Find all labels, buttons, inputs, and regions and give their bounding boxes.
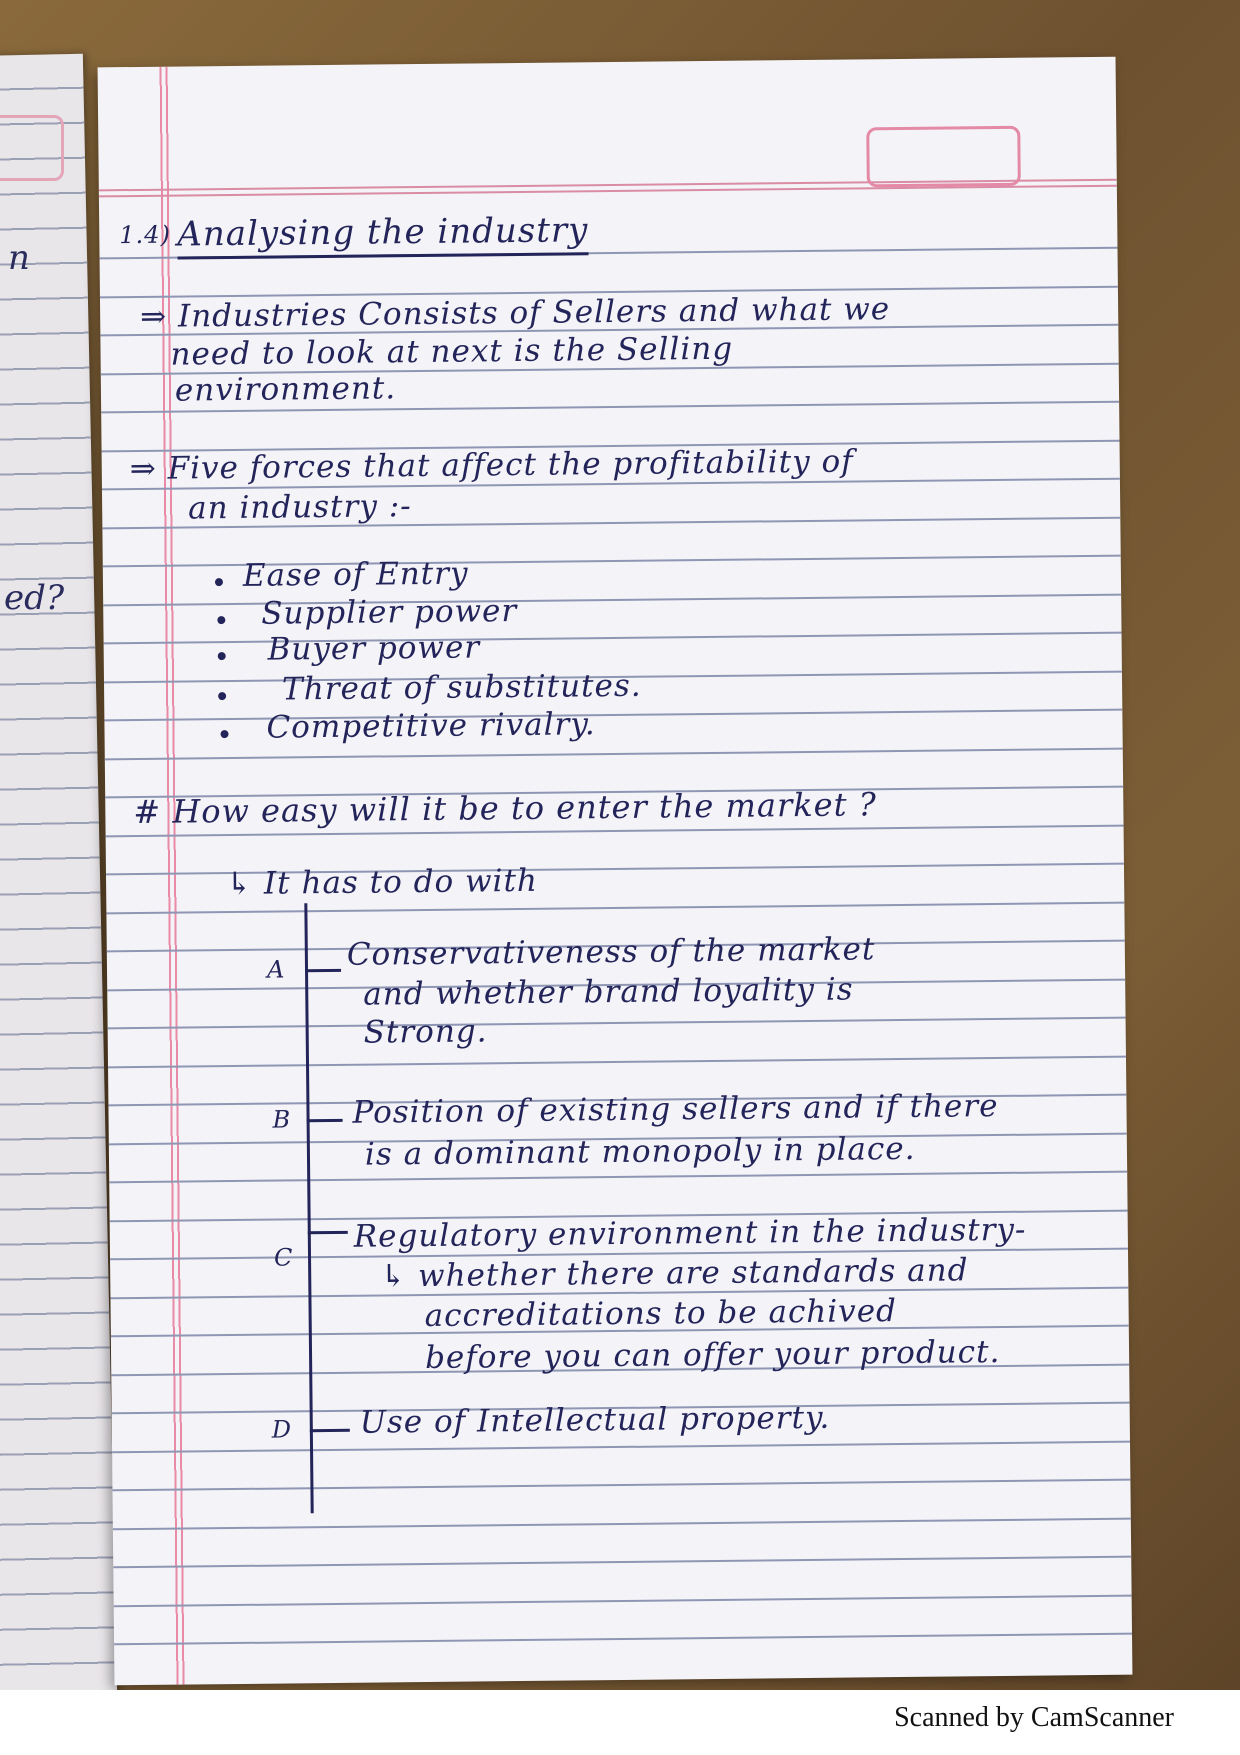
point-letter: A xyxy=(266,955,286,984)
lead-line: ↳ It has to do with xyxy=(225,862,539,903)
ruled-line xyxy=(112,1440,1130,1453)
point-line: Use of Intellectual property. xyxy=(359,1399,831,1441)
bracket-arrow xyxy=(310,1429,350,1432)
question: # How easy will it be to enter the market ? xyxy=(133,785,877,832)
previous-page-date-box xyxy=(0,115,64,181)
bullet xyxy=(217,616,225,624)
ruled-line xyxy=(103,593,1121,606)
footer xyxy=(0,1690,1240,1755)
point-line: and whether brand loyality is xyxy=(363,971,854,1013)
bracket-arrow xyxy=(307,1119,343,1122)
point-line: Strong. xyxy=(363,1013,488,1051)
ruled-line xyxy=(104,709,1122,722)
point-line: is a dominant monopoly in place. xyxy=(364,1130,916,1173)
point-letter: C xyxy=(273,1243,294,1272)
bullet xyxy=(221,730,229,738)
ruled-line xyxy=(114,1594,1132,1607)
forces-intro-line: an industry :- xyxy=(187,488,412,527)
point-line: Position of existing sellers and if there xyxy=(352,1087,999,1131)
point-letter: D xyxy=(271,1415,293,1444)
point-line: accreditations to be achived xyxy=(424,1293,898,1335)
bracket-arrow xyxy=(308,1231,348,1234)
bracket-arrow xyxy=(305,969,341,972)
ruled-line xyxy=(106,901,1124,914)
notebook-page xyxy=(98,57,1133,1686)
ruled-line xyxy=(113,1556,1131,1569)
ruled-line xyxy=(109,1171,1127,1184)
ruled-line xyxy=(104,632,1122,645)
ruled-line xyxy=(113,1517,1131,1530)
header-rule xyxy=(99,185,1117,198)
force-item: Ease of Entry xyxy=(242,555,469,594)
bullet xyxy=(215,578,223,586)
point-line: before you can offer your product. xyxy=(424,1333,1001,1377)
force-item: Supplier power xyxy=(261,593,518,632)
intro-line: need to look at next is the Selling xyxy=(170,330,734,373)
point-line: ↳ whether there are standards and xyxy=(380,1252,969,1295)
previous-page-fragment: n xyxy=(8,238,30,278)
intro-line: ⇒ Industries Consists of Sellers and what we xyxy=(139,291,891,335)
bracket-line xyxy=(304,903,313,1513)
forces-intro-line: ⇒ Five forces that affect the profitability of xyxy=(129,443,854,488)
ruled-line xyxy=(112,1479,1130,1492)
page-heading: Analysing the industry xyxy=(177,210,589,259)
ruled-lines xyxy=(98,57,1116,68)
bullet xyxy=(218,692,226,700)
scanner-watermark: Scanned by CamScanner xyxy=(894,1702,1174,1733)
heading-number: 1.4) xyxy=(119,220,171,250)
point-line: Regulatory environment in the industry- xyxy=(353,1211,1027,1255)
point-letter: B xyxy=(272,1105,292,1134)
ruled-line xyxy=(114,1633,1132,1646)
force-item: Buyer power xyxy=(267,629,481,668)
ruled-line xyxy=(108,1055,1126,1068)
previous-page-fragment: ed? xyxy=(4,578,65,618)
intro-line: environment. xyxy=(174,370,397,409)
date-page-box xyxy=(866,126,1021,188)
force-item: Competitive rivalry. xyxy=(266,706,596,746)
point-line: Conservativeness of the market xyxy=(346,931,876,973)
bullet xyxy=(218,652,226,660)
ruled-line xyxy=(105,747,1123,760)
ruled-line xyxy=(108,1017,1126,1030)
force-item: Threat of substitutes. xyxy=(281,667,642,708)
